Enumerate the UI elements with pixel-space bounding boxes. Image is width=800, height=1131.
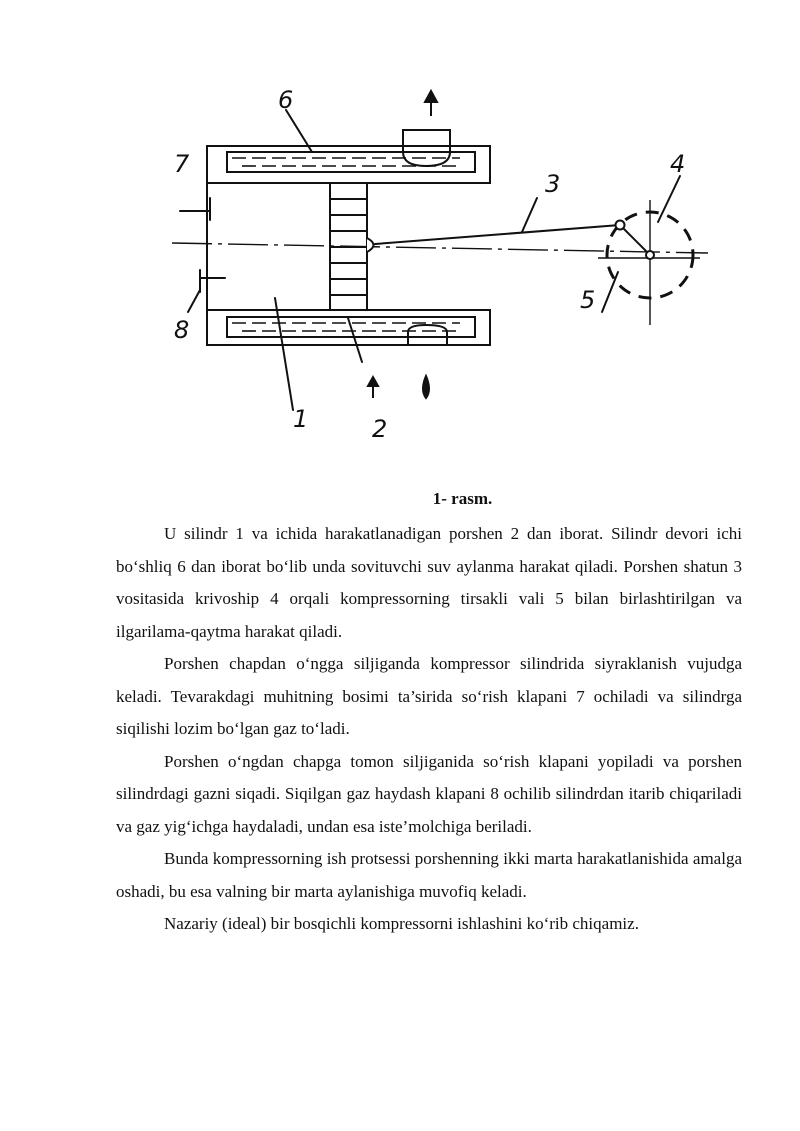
paragraph: U silindr 1 va ichida harakatlanadigan porshen 2 dan iborat. Silindr devori ichi boʻshliq 6 dan iborat boʻlib unda sovituvchi suv aylanma harakat qiladi. Porshen shatun 3 vositasida krivoship 4 orqali kompressorning tirsakli vali 5 bilan birlashtirilgan va ilgarilama-qaytma harakat qiladi. [116, 524, 742, 641]
water-in-arrow [368, 377, 378, 386]
connecting-rod [375, 225, 620, 244]
inflow-mark [423, 376, 429, 398]
paragraph: Nazariy (ideal) bir bosqichli kompressorni ishlashini koʻrib chiqamiz. [164, 914, 639, 933]
label-5: 5 [580, 286, 596, 314]
label-8: 8 [174, 316, 190, 344]
paragraph: Porshen oʻngdan chapga tomon siljiganida soʻrish klapani yopiladi va porshen silindrdagi gazni siqadi. Siqilgan gaz haydash klapani 8 ochilib silindrdan itarib chiqariladi va gaz yigʻichga haydaladi, undan esa iste’molchiga beriladi. [116, 751, 742, 836]
water-out-arrow [425, 91, 437, 102]
wrist-pin [367, 238, 374, 252]
compressor-figure [160, 80, 720, 460]
label-1: 1 [293, 405, 309, 433]
label-4: 4 [670, 150, 686, 178]
crank-arm [620, 225, 650, 255]
axis-centerline [172, 243, 708, 253]
shaft-pin [646, 251, 654, 259]
body-text [116, 518, 742, 941]
water-outlet [403, 130, 450, 166]
label-6: 6 [278, 86, 294, 114]
paragraph: Porshen chapdan oʻngga siljiganda kompressor silindrida siyraklanish vujudga keladi. Tevarakdagi muhitning bosimi ta’sirida soʻrish klapani 7 ochiladi va silindrga siqilishi lozim boʻlgan gaz toʻladi. [116, 654, 742, 738]
label-7: 7 [174, 150, 190, 178]
crank-pin [616, 221, 625, 230]
upper-water-channel [227, 152, 475, 172]
label-3: 3 [545, 170, 561, 198]
label-2: 2 [372, 415, 388, 443]
paragraph: Bunda kompressorning ish protsessi porshenning ikki marta harakatlanishida amalga oshadi, bu esa valning bir marta aylanishiga muvofiq keladi. [116, 849, 742, 901]
water-inlet [408, 325, 447, 345]
figure-caption: 1- rasm. [432, 489, 493, 508]
compressor-diagram [160, 80, 720, 460]
